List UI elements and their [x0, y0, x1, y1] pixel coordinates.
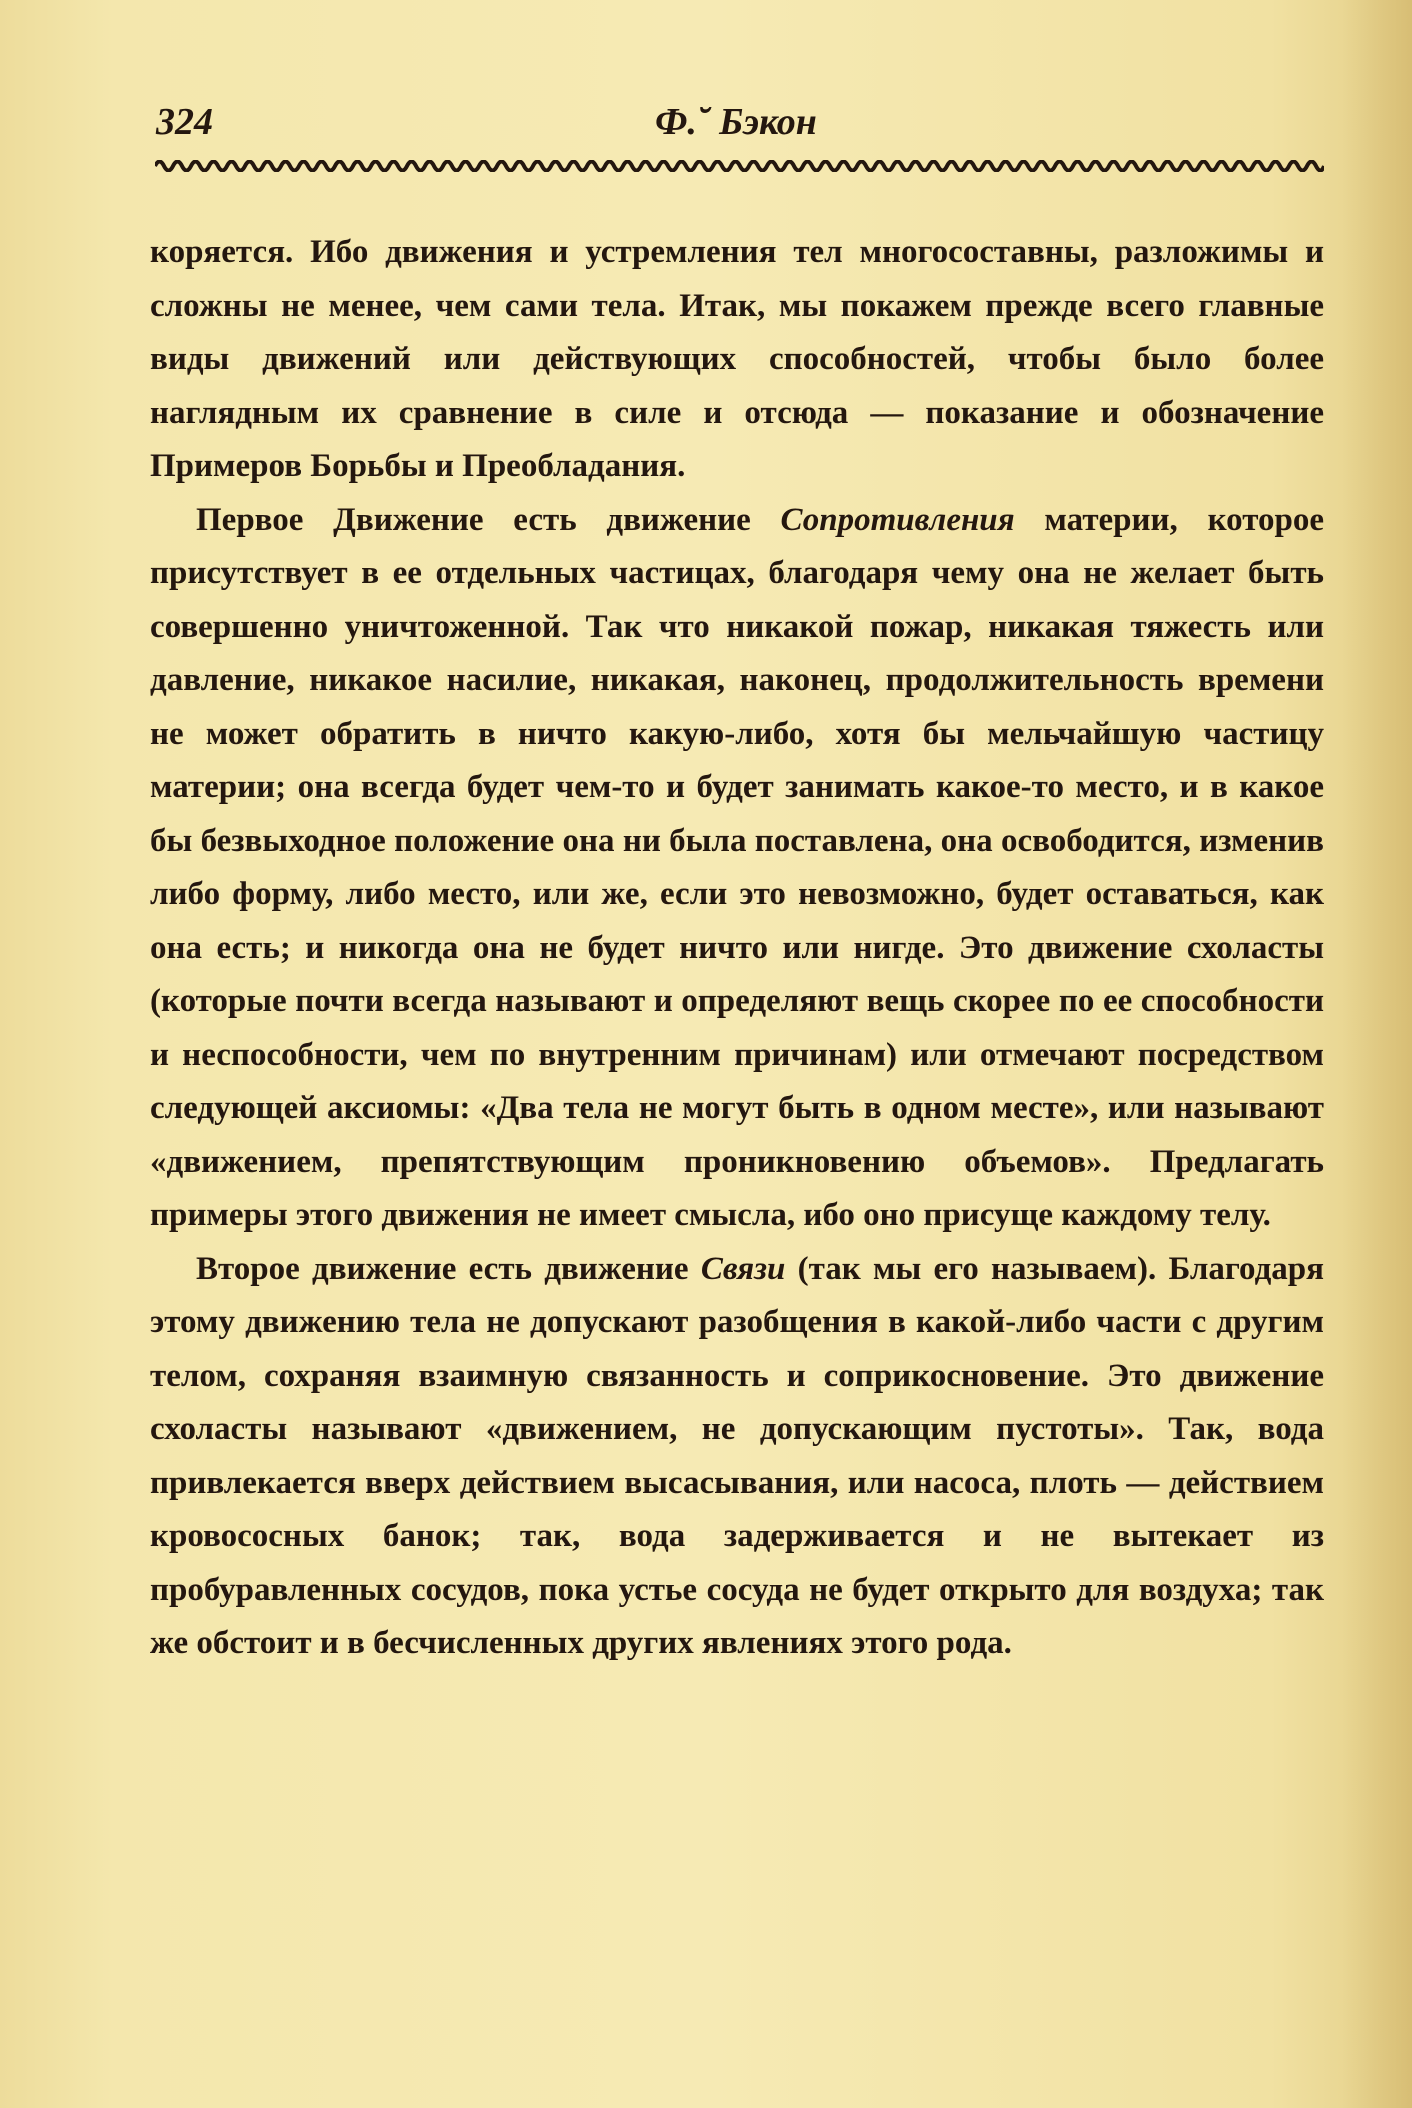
paragraph-2: Первое Движение есть движение Сопротивления материи, которое присутствует в ее отдельных частицах, благодаря чему она не желает быть совершенно уничтоженной. Так что никакой пожар, никакая тяжесть или давление, никакое насилие, никакая, наконец, продолжительность времени не может обратить в ничто какую-либо, хотя бы мельчайшую частицу материи; она всегда будет чем-то и будет занимать какое-то место, и в какое бы безвыходное положение она ни была поставлена, она освободится, изменив либо форму, либо место, или же, если это невозможно, будет оставаться, как она есть; и никогда она не будет ничто или нигде. Это движение схоласты (которые почти всегда называют и определяют вещь скорее по ее способности и неспособности, чем по внутренним причинам) или отмечают посредством следующей аксиомы: «Два тела не могут быть в одном месте», или называют «движением, препятствующим проникновению объемов». Предлагать примеры этого движения не имеет смысла, ибо оно присуще каждому телу.	[150, 501, 1324, 1233]
page-header	[150, 100, 1322, 156]
paragraph-3: Второе движение есть движение Связи (так мы его называем). Благодаря этому движению тела не допускают разобщения в какой-либо части с другим телом, сохраняя взаимную связанность и соприкосновение. Это движение схоласты называют «движением, не допускающим пустоты». Так, вода привлекается вверх действием высасывания, или насоса, плоть — действием кровососных банок; так, вода задерживается и не вытекает из пробуравленных сосудов, пока устье сосуда не будет открыто для воздуха; так же обстоит и в бесчисленных других явлениях этого рода.	[150, 1250, 1324, 1661]
main-text	[150, 226, 1324, 1671]
running-head: Ф.˘ Бэкон	[655, 101, 817, 143]
page-number: 324	[156, 101, 213, 143]
emphasized-word: Сопротивления	[780, 501, 1015, 538]
page-edge-shadow	[1342, 0, 1412, 2108]
emphasized-word: Связи	[700, 1250, 786, 1287]
decorative-wavy-rule	[155, 160, 1324, 172]
paragraph-1: коряется. Ибо движения и устремления тел многосоставны, разложимы и сложны не менее, чем сами тела. Итак, мы покажем прежде всего главные виды движений или действующих способностей, чтобы было более наглядным их сравнение в силе и отсюда — показание и обозначение Примеров Борьбы и Преобладания.	[150, 234, 1324, 484]
